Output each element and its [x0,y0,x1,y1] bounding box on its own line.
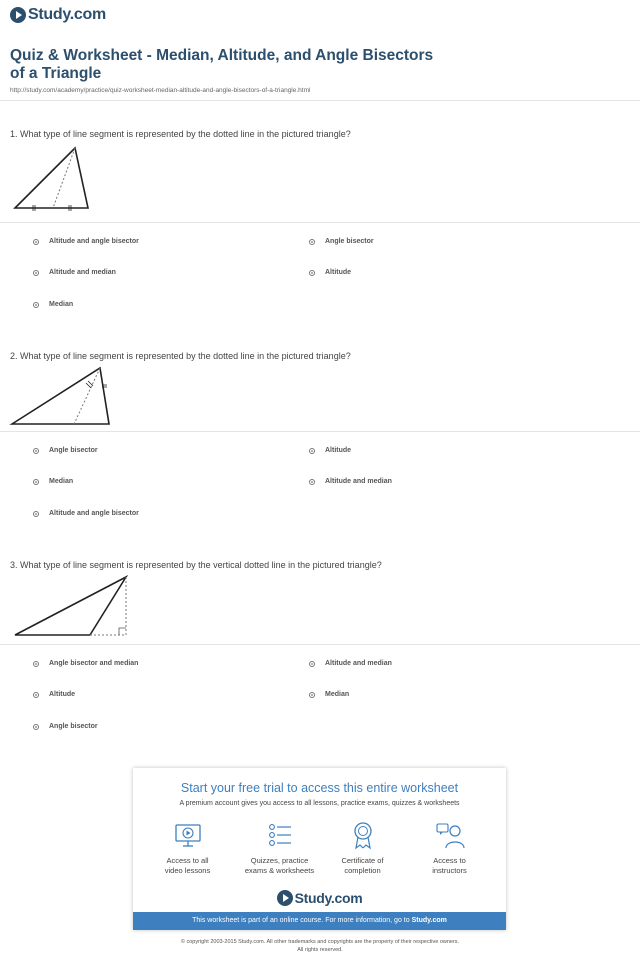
page-title [10,47,530,83]
divider [0,644,640,645]
q2-option-1[interactable]: Angle bisector [33,447,98,454]
question-1-text: 1. What type of line segment is represented by the dotted line in the pictured triangle? [10,129,351,139]
radio-icon[interactable] [33,692,39,698]
copyright-footer [0,938,640,954]
q1-option-1[interactable]: Altitude and angle bisector [33,238,139,245]
video-lesson-icon [173,820,203,850]
study-logo[interactable] [10,6,106,24]
play-icon [10,7,26,23]
feature-certificate: Certificate of completion [316,820,409,876]
feature-instructors: Access to instructors [403,820,496,876]
radio-icon[interactable] [309,692,315,698]
q3-option-5[interactable]: Angle bisector [33,723,98,730]
q1-option-3[interactable]: Altitude and median [33,269,116,276]
course-info-bar [133,912,506,930]
q3-option-1[interactable]: Angle bisector and median [33,660,138,667]
radio-icon[interactable] [33,270,39,276]
question-3-text: 3. What type of line segment is represented by the vertical dotted line in the pictured triangle? [10,560,382,570]
radio-icon[interactable] [309,448,315,454]
q1-option-2[interactable]: Angle bisector [309,238,374,245]
q3-option-4[interactable]: Median [309,691,349,698]
q2-option-3[interactable]: Median [33,478,73,485]
promo-subline: A premium account gives you access to all lessons, practice exams, quizzes & worksheets [179,800,460,807]
promo-logo-text: Study.com [294,890,363,906]
radio-icon[interactable] [33,511,39,517]
feature-video-lessons: Access to all video lessons [141,820,234,876]
checklist-icon [265,820,295,850]
q1-option-4[interactable]: Altitude [309,269,351,276]
radio-icon[interactable] [33,448,39,454]
instructor-icon [435,820,465,850]
radio-icon[interactable] [309,479,315,485]
title-line-2: of a Triangle [10,65,102,82]
promo-study-logo[interactable] [133,890,506,906]
radio-icon[interactable] [33,479,39,485]
q2-option-2[interactable]: Altitude [309,447,351,454]
radio-icon[interactable] [309,270,315,276]
radio-icon[interactable] [33,724,39,730]
certificate-icon [348,820,378,850]
radio-icon[interactable] [33,239,39,245]
course-info-text: This worksheet is part of an online course. For more information, go to [192,917,412,924]
play-icon [277,890,293,906]
divider [0,431,640,432]
divider [0,222,640,223]
feature-quizzes: Quizzes, practice exams & worksheets [233,820,326,876]
question-1-triangle-figure [10,142,95,214]
title-line-1: Quiz & Worksheet - Median, Altitude, and Angle Bisectors [10,47,434,64]
free-trial-promo[interactable] [133,768,506,930]
radio-icon[interactable] [309,239,315,245]
rights-line: All rights reserved. [297,947,343,953]
radio-icon[interactable] [33,302,39,308]
question-3-triangle-figure [10,572,130,640]
q3-option-2[interactable]: Altitude and median [309,660,392,667]
question-2-text: 2. What type of line segment is represented by the dotted line in the pictured triangle? [10,351,351,361]
q3-option-3[interactable]: Altitude [33,691,75,698]
promo-headline[interactable]: Start your free trial to access this entire worksheet [180,781,459,795]
logo-text: Study.com [28,6,106,23]
page-url: http://study.com/academy/practice/quiz-worksheet-median-altitude-and-angle-bisectors-of-a-triangle.html [10,87,311,94]
study-link[interactable]: Study.com [411,917,447,924]
divider [0,100,640,101]
copyright-line: © copyright 2003-2015 Study.com. All other trademarks and copyrights are the property of their respective owners. [180,939,460,945]
q2-option-5[interactable]: Altitude and angle bisector [33,510,139,517]
q2-option-4[interactable]: Altitude and median [309,478,392,485]
question-2-triangle-figure [8,364,118,428]
radio-icon[interactable] [33,661,39,667]
q1-option-5[interactable]: Median [33,301,73,308]
radio-icon[interactable] [309,661,315,667]
